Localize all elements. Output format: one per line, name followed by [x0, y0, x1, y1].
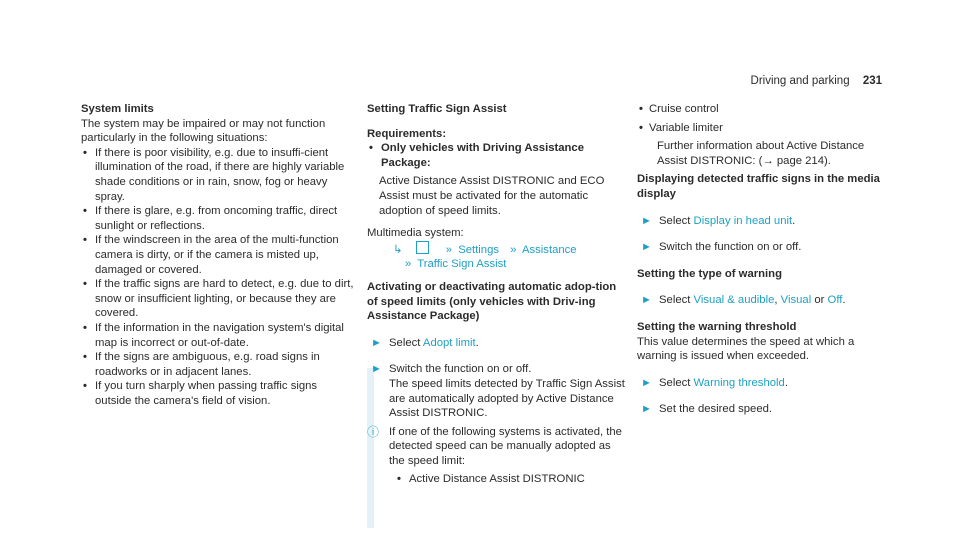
requirement-bullet: • Only vehicles with Driving Assistance Package: — [367, 141, 627, 170]
heading-warning-threshold: Setting the warning threshold — [637, 320, 797, 333]
intro-text: The system may be impaired or may not function particularly in the following situations: — [81, 117, 326, 145]
requirements-label: Requirements: — [367, 127, 447, 140]
heading-setting-tsa: Setting Traffic Sign Assist — [367, 103, 507, 115]
threshold-text: This value determines the speed at which a warning is issued when exceeded. — [637, 335, 855, 363]
display-in-head-unit-link[interactable]: Display in head unit — [693, 214, 793, 227]
further-info: Further information about Active Distance Assist DISTRONIC: (→ page 214). — [657, 140, 865, 167]
info-note — [367, 425, 627, 487]
heading-displaying-signs: Displaying detected traffic signs in the media display — [637, 173, 880, 200]
list-item: • Cruise control — [637, 102, 887, 117]
double-chevron-icon: » — [405, 258, 412, 271]
multimedia-label: Multimedia system: — [367, 227, 464, 240]
subheading-auto-adoption: Activating or deactivating automatic adop-tion of speed limits (only vehicles with Driv-ing Assistance Package) — [367, 280, 617, 323]
path-traffic-sign-assist[interactable]: Traffic Sign Assist — [417, 258, 507, 271]
list-item: • Variable limiter — [637, 121, 887, 136]
page-number: 231 — [862, 75, 882, 87]
list-item: • If there is poor visibility, e.g. due to insuffi-cient illumination of the road, if there are highly variable shade conditions or in rain, snow, fog or heavy spray. — [81, 146, 355, 204]
double-chevron-icon: » — [510, 243, 517, 256]
menu-path-line2 — [367, 257, 627, 272]
step-select-threshold: ► Select Warning threshold. — [641, 376, 788, 389]
warning-threshold-link[interactable]: Warning threshold — [693, 376, 785, 389]
off-link[interactable]: Off — [827, 294, 843, 307]
info-icon: ⓘ — [367, 424, 380, 439]
column-display-warning — [637, 102, 887, 417]
home-icon[interactable] — [416, 241, 429, 254]
column-setting-traffic-sign-assist — [367, 102, 627, 487]
heading-warning-type: Setting the type of warning — [637, 267, 782, 280]
step-select-adopt-limit: ► Select Adopt limit. — [371, 336, 479, 349]
path-assistance[interactable]: Assistance — [521, 243, 577, 256]
step-arrow-icon: ► — [641, 294, 652, 307]
step-arrow-icon: ► — [641, 214, 652, 227]
step-arrow-icon: ► — [641, 241, 652, 254]
section-title: Driving and parking — [750, 75, 850, 87]
menu-path — [367, 241, 627, 258]
step-arrow-icon: ► — [641, 376, 652, 389]
page-header — [751, 74, 882, 89]
note-bullet: • Active Distance Assist DISTRONIC — [395, 472, 627, 487]
visual-link[interactable]: Visual — [780, 294, 812, 307]
step-arrow-icon: ► — [371, 336, 382, 349]
step-arrow-icon: ► — [371, 363, 382, 376]
heading-system-limits: System limits — [81, 103, 154, 115]
step-detail: The speed limits detected by Traffic Sign Assist are automatically adopted by Active Distance Assist DISTRONIC. — [389, 377, 625, 420]
list-item: • If the windscreen in the area of the multi-function camera is dirty, or if the camera is misted up, damaged or covered. — [81, 233, 355, 277]
list-item: • If you turn sharply when passing traffic signs outside the camera's field of vision. — [81, 379, 355, 408]
step-select-warning-type: ► Select Visual & audible, Visual or Off. — [641, 294, 846, 307]
step-set-speed: ► Set the desired speed. — [641, 403, 773, 416]
step-switch-function: ► Switch the function on or off. — [371, 363, 532, 376]
adopt-limit-link[interactable]: Adopt limit — [422, 336, 476, 349]
step-select-display: ► Select Display in head unit. — [641, 214, 796, 227]
list-item: • If the traffic signs are hard to detect, e.g. due to dirt, snow or insufficient lighting, or because they are covered. — [81, 277, 355, 321]
list-item: • If there is glare, e.g. from oncoming traffic, direct sunlight or reflections. — [81, 204, 355, 233]
requirement-text: Active Distance Assist DISTRONIC and ECO Assist must be activated for the automatic adoption of speed limits. — [379, 175, 605, 217]
visual-audible-link[interactable]: Visual & audible — [693, 294, 775, 307]
path-arrow-icon: ↳ — [393, 243, 403, 256]
list-item: • If the information in the navigation system's digital map is incorrect or out-of-date. — [81, 321, 355, 350]
note-text: If one of the following systems is activated, the detected speed can be manually adopted as the speed limit: — [389, 425, 622, 467]
column-system-limits — [81, 102, 355, 408]
step-arrow-icon: ► — [641, 403, 652, 416]
step-switch-function: ► Switch the function on or off. — [641, 241, 802, 254]
path-settings[interactable]: Settings — [458, 243, 500, 256]
list-item: • If the signs are ambiguous, e.g. road signs in roadworks or in adjacent lanes. — [81, 350, 355, 379]
double-chevron-icon: » — [445, 243, 453, 256]
